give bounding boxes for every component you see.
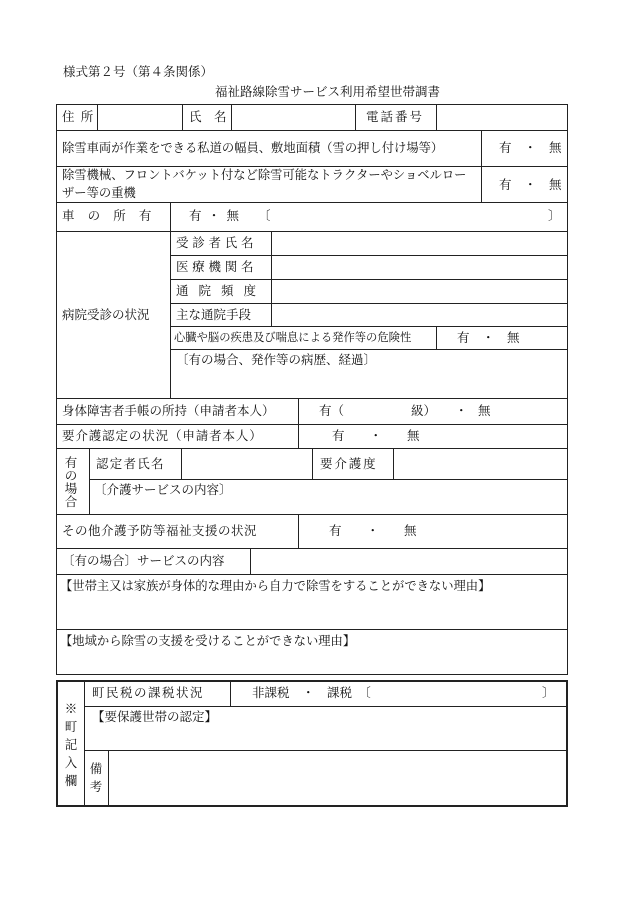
disability-yes[interactable]: 有（ — [319, 403, 345, 418]
risk-yes-no[interactable]: 有 ・ 無 — [457, 330, 520, 345]
tax-status-close: 〕 — [542, 685, 555, 700]
care-yes-no[interactable]: 有 ・ 無 — [332, 428, 420, 443]
risk-label: 心臓や脳の疾患及び喘息による発作等の危険性 — [174, 331, 412, 344]
disability-sep: ・ — [455, 403, 468, 418]
reason-household: 【世帯主又は家族が身体的な理由から自力で除雪をすることができない理由】 — [60, 579, 491, 593]
other-support-label: その他介護予防等福祉支援の状況 — [62, 523, 258, 538]
certified-name-field[interactable] — [182, 449, 311, 478]
patient-name-field[interactable] — [272, 232, 567, 254]
care-case-side-label: 有の場合 — [64, 455, 78, 509]
remarks-label: 備考 — [89, 761, 103, 794]
disability-grade: 級） — [411, 403, 437, 418]
visit-frequency-label: 通院頻度 — [176, 283, 267, 298]
other-support-yes-no[interactable]: 有 ・ 無 — [329, 523, 417, 538]
medical-institution-label: 医療機関名 — [176, 259, 258, 274]
vehicle-label: 車の所有 — [62, 208, 165, 223]
tax-status-label: 町民税の課税状況 — [92, 685, 205, 700]
private-road-question: 除雪車両が作業をできる私道の幅員、敷地面積（雪の押し付け場等） — [62, 141, 444, 155]
care-level-label: 要介護度 — [320, 456, 378, 471]
care-label: 要介護認定の状況（申請者本人） — [62, 428, 263, 443]
machinery-question: 除雪機械、フロントバケット付など除雪可能なトラクターやショベルローザー等の重機 — [62, 168, 467, 200]
form-title: 福祉路線除雪サービス利用希望世帯調書 — [214, 84, 440, 99]
tax-status-value[interactable]: 非課税 ・ 課税 〔 — [252, 685, 371, 700]
name-label: 氏 名 — [189, 109, 227, 124]
town-side-label: ※町記入欄 — [64, 701, 78, 788]
certified-name-label: 認定者氏名 — [96, 456, 165, 471]
vehicle-yes-no[interactable]: 有・無 — [189, 208, 246, 223]
private-road-yes-no[interactable]: 有 ・ 無 — [499, 140, 562, 155]
vehicle-bracket-open: 〔 — [258, 208, 271, 223]
reason-community: 【地域から除雪の支援を受けることができない理由】 — [60, 634, 356, 648]
vehicle-bracket-close: 〕 — [548, 208, 561, 223]
disability-label: 身体障害者手帳の所持（申請者本人） — [62, 403, 275, 418]
remarks-field[interactable] — [109, 751, 567, 806]
machinery-yes-no[interactable]: 有 ・ 無 — [499, 177, 562, 192]
transport-label: 主な通院手段 — [176, 307, 252, 322]
phone-field[interactable] — [437, 105, 567, 129]
patient-name-label: 受診者氏名 — [176, 235, 258, 250]
care-level-field[interactable] — [394, 449, 567, 478]
address-field[interactable] — [98, 105, 181, 129]
hospital-label: 病院受診の状況 — [62, 307, 150, 322]
history-note: 〔有の場合、発作等の病歴、経過〕 — [176, 352, 377, 367]
medical-institution-field[interactable] — [272, 256, 567, 278]
name-field[interactable] — [232, 105, 354, 129]
service-content-label: 〔有の場合〕サービスの内容 — [62, 553, 225, 568]
address-label: 住所 — [62, 109, 100, 124]
form-number: 様式第２号（第４条関係） — [63, 64, 214, 79]
care-service-note: 〔介護サービスの内容〕 — [94, 482, 232, 497]
welfare-cert-label: 【要保護世帯の認定】 — [92, 709, 218, 724]
phone-label: 電話番号 — [366, 109, 425, 124]
disability-no[interactable]: 無 — [478, 403, 491, 418]
visit-frequency-field[interactable] — [272, 280, 567, 302]
transport-field[interactable] — [272, 304, 567, 325]
